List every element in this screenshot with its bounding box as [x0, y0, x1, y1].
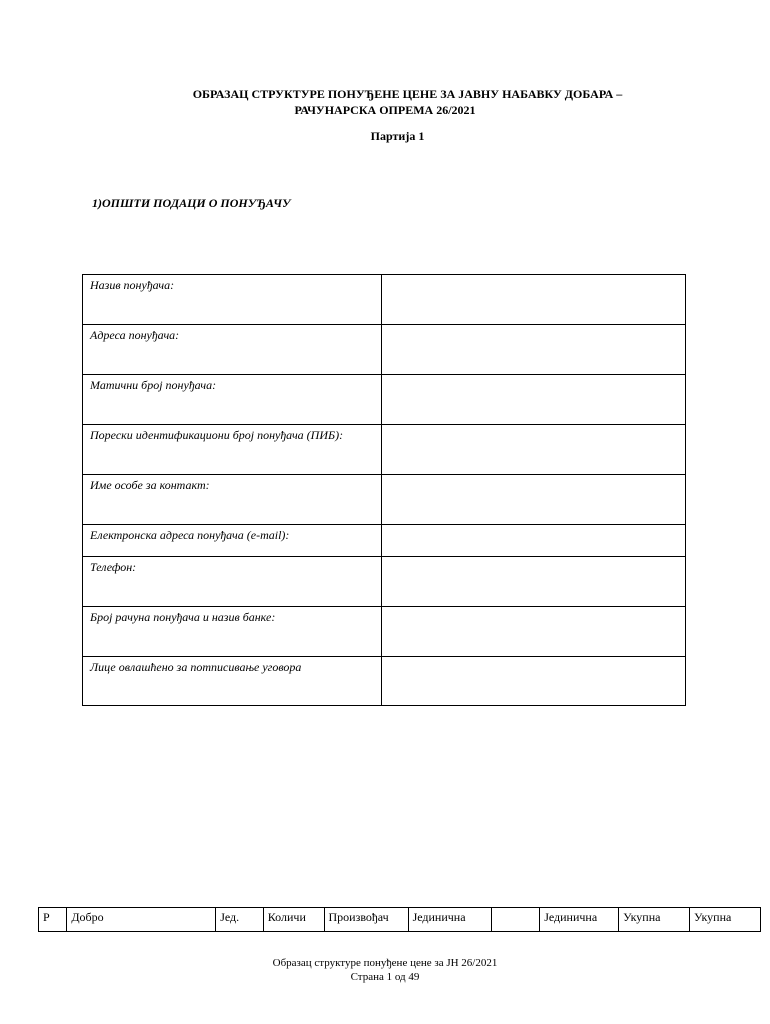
page-number: Страна 1 од 49 [350, 971, 420, 983]
table-row [83, 657, 686, 706]
row-label: Име особе за контакт: [83, 475, 382, 525]
page-footer [0, 956, 770, 984]
row-value-field[interactable] [382, 557, 686, 607]
column-header: Произвођач [324, 908, 408, 932]
row-label: Адреса понуђача: [83, 325, 382, 375]
table-row [83, 525, 686, 557]
row-label: Лице овлашћено за потписивање уговора [83, 657, 382, 706]
partija-label: Партија 1 [370, 129, 425, 143]
row-label: Порески идентификациони број понуђача (ПИБ): [83, 425, 382, 475]
row-label: Назив понуђача: [83, 275, 382, 325]
column-header: Јединична [540, 908, 619, 932]
table-row [83, 275, 686, 325]
column-header: Јединична [408, 908, 491, 932]
section-heading: 1)ОПШТИ ПОДАЦИ О ПОНУЂАЧУ [92, 196, 291, 210]
table-row [83, 475, 686, 525]
table-row [83, 325, 686, 375]
title-line-1: ОБРАЗАЦ СТРУКТУРЕ ПОНУЂЕНЕ ЦЕНЕ ЗА ЈАВНУ НАБАВКУ ДОБАРА – [192, 87, 623, 101]
column-header: Јед. [216, 908, 264, 932]
table-row [83, 557, 686, 607]
row-value-field[interactable] [382, 525, 686, 557]
table-row [39, 908, 761, 932]
row-label: Матични број понуђача: [83, 375, 382, 425]
bidder-info-table [82, 274, 686, 706]
column-header: Укупна [690, 908, 761, 932]
row-value-field[interactable] [382, 475, 686, 525]
column-header: Количи [263, 908, 324, 932]
column-header: Р [39, 908, 67, 932]
row-value-field[interactable] [382, 425, 686, 475]
column-header [491, 908, 540, 932]
column-header: Укупна [619, 908, 690, 932]
row-label: Електронска адреса понуђача (e-mail): [83, 525, 382, 557]
row-value-field[interactable] [382, 607, 686, 657]
title-line-2: РАЧУНАРСКА ОПРЕМА 26/2021 [294, 103, 476, 117]
document-title [0, 86, 770, 118]
row-value-field[interactable] [382, 375, 686, 425]
price-structure-table-header [38, 907, 761, 932]
table-row [83, 425, 686, 475]
column-header: Добро [67, 908, 216, 932]
row-value-field[interactable] [382, 325, 686, 375]
table-row [83, 375, 686, 425]
footer-form-title: Образац структуре понуђене цене за ЈН 26/2021 [272, 957, 498, 969]
row-value-field[interactable] [382, 275, 686, 325]
row-label: Телефон: [83, 557, 382, 607]
row-value-field[interactable] [382, 657, 686, 706]
table-row [83, 607, 686, 657]
row-label: Број рачуна понуђача и назив банке: [83, 607, 382, 657]
